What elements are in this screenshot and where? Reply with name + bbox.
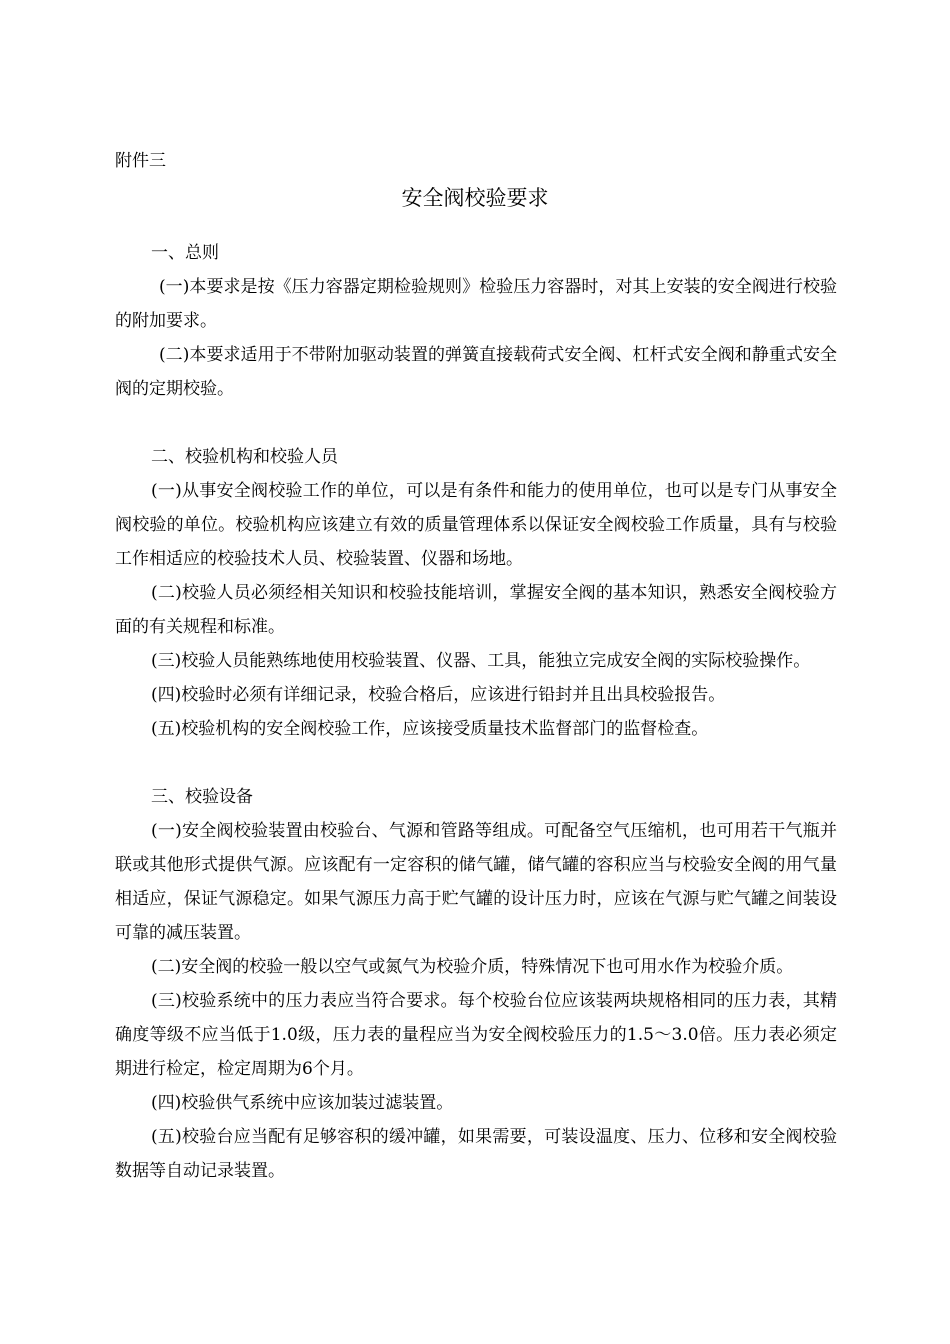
section-heading-institutions: 二、校验机构和校验人员 xyxy=(151,447,338,467)
paragraph: (一)安全阀校验装置由校验台、气源和管路等组成。可配备空气压缩机，也可用若干气瓶并联或其他形式提供气源。应该配有一定容积的储气罐，储气罐的容积应当与校验安全阀的用气量相适应，保证气源稳定。如果气源压力高于贮气罐的设计压力时，应该在气源与贮气罐之间装设可靠的减压装置。 xyxy=(115,821,837,943)
paragraph: (五)校验台应当配有足够容积的缓冲罐，如果需要，可装设温度、压力、位移和安全阀校验数据等自动记录装置。 xyxy=(115,1127,837,1181)
paragraph: (三)校验人员能熟练地使用校验装置、仪器、工具，能独立完成安全阀的实际校验操作。 xyxy=(151,651,811,671)
paragraph: (一)本要求是按《压力容器定期检验规则》检验压力容器时，对其上安装的安全阀进行校验的附加要求。 xyxy=(115,277,837,331)
paragraph: (二)安全阀的校验一般以空气或氮气为校验介质，特殊情况下也可用水作为校验介质。 xyxy=(151,957,794,977)
attachment-label: 附件三 xyxy=(115,151,166,171)
section-gap xyxy=(115,406,837,440)
paragraph: (四)校验供气系统中应该加装过滤装置。 xyxy=(151,1093,454,1113)
document-body xyxy=(115,236,837,1188)
paragraph: (二)本要求适用于不带附加驱动装置的弹簧直接载荷式安全阀、杠杆式安全阀和静重式安全阀的定期校验。 xyxy=(115,345,837,399)
document-title: 安全阀校验要求 xyxy=(401,186,549,210)
section-heading-general: 一、总则 xyxy=(151,243,219,263)
section-heading-equipment: 三、校验设备 xyxy=(151,787,253,807)
paragraph: (四)校验时必须有详细记录，校验合格后，应该进行铅封并且出具校验报告。 xyxy=(151,685,726,705)
section-gap xyxy=(115,746,837,780)
paragraph: (一)从事安全阀校验工作的单位，可以是有条件和能力的使用单位，也可以是专门从事安全阀校验的单位。校验机构应该建立有效的质量管理体系以保证安全阀校验工作质量，具有与校验工作相适应的校验技术人员、校验装置、仪器和场地。 xyxy=(115,481,837,569)
paragraph: (二)校验人员必须经相关知识和校验技能培训，掌握安全阀的基本知识，熟悉安全阀校验方面的有关规程和标准。 xyxy=(115,583,837,637)
paragraph: (五)校验机构的安全阀校验工作，应该接受质量技术监督部门的监督检查。 xyxy=(151,719,709,739)
paragraph: (三)校验系统中的压力表应当符合要求。每个校验台位应该装两块规格相同的压力表，其精确度等级不应当低于1.0级，压力表的量程应当为安全阀校验压力的1.5～3.0倍。压力表必须定期进行检定，检定周期为6个月。 xyxy=(115,991,837,1079)
